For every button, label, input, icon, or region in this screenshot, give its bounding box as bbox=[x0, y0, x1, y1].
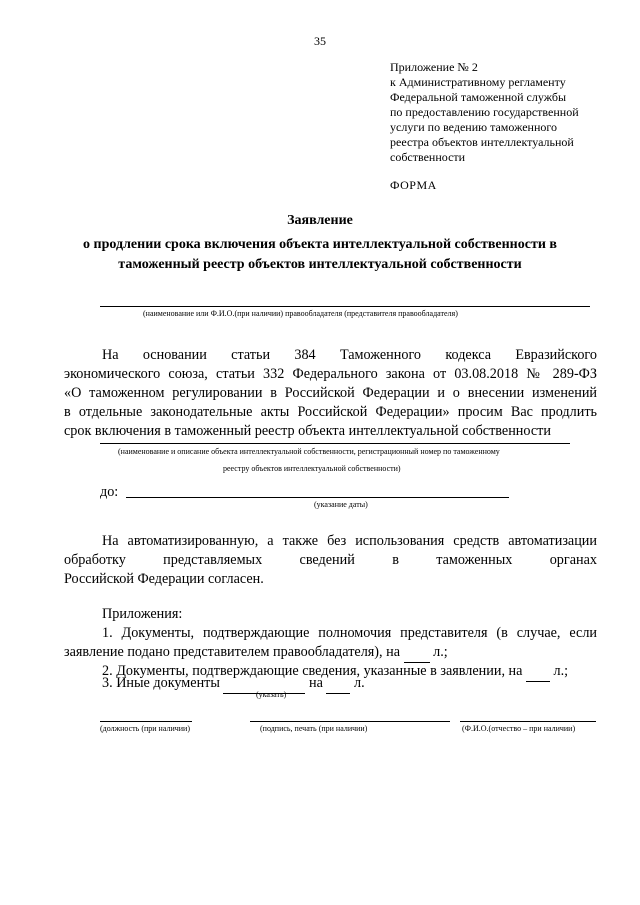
attachment-3-pages-unit: л. bbox=[354, 675, 365, 691]
annex-line: собственности bbox=[390, 150, 466, 164]
attachment-3-on: на bbox=[309, 675, 323, 691]
page-number: 35 bbox=[314, 34, 326, 48]
attachment-2-pages-blank[interactable] bbox=[526, 662, 550, 682]
signature-caption: (подпись, печать (при наличии) bbox=[260, 724, 368, 733]
attachment-2-text: 2. Документы, подтверждающие сведения, указанные в заявлении, на bbox=[102, 663, 523, 679]
document-subtitle bbox=[40, 235, 600, 275]
object-caption-2: реестру объектов интеллектуальной собственности) bbox=[223, 464, 401, 473]
subtitle-line-1: о продлении срока включения объекта интеллектуальной собственности в bbox=[83, 237, 557, 252]
attachment-1-line-2 bbox=[64, 643, 597, 663]
holder-caption: (наименование или Ф.И.О.(при наличии) правообладателя (представителя правообладателя) bbox=[143, 309, 458, 318]
paragraph-line: Российской Федерации согласен. bbox=[64, 571, 264, 587]
paragraph-line: На автоматизированную, а также без использования средств автоматизации bbox=[102, 533, 597, 549]
attachment-2-pages-unit: л.; bbox=[553, 663, 569, 679]
main-paragraph bbox=[64, 346, 597, 441]
attachment-1-pages-unit: л.; bbox=[433, 644, 448, 660]
paragraph-line: в отдельные законодательные акты Российской Федерации» просим Вас продлить bbox=[64, 404, 597, 420]
annex-line: по предоставлению государственной bbox=[390, 105, 579, 119]
paragraph-line: экономического союза, статьи 332 Федерального закона от 03.08.2018 № 289-ФЗ bbox=[64, 366, 597, 382]
annex-line: Федеральной таможенной службы bbox=[390, 90, 567, 104]
date-caption: (указание даты) bbox=[314, 500, 368, 509]
attachment-3 bbox=[102, 674, 365, 694]
fio-line[interactable] bbox=[460, 721, 596, 722]
object-description-line[interactable] bbox=[100, 443, 570, 444]
annex-line: к Административному регламенту bbox=[390, 75, 566, 89]
attachment-1-line-1: 1. Документы, подтверждающие полномочия представителя (в случае, если bbox=[102, 625, 597, 641]
document-title: Заявление bbox=[287, 213, 353, 228]
annex-line: Приложение № 2 bbox=[390, 60, 478, 74]
position-caption: (должность (при наличии) bbox=[100, 724, 190, 733]
attachment-1 bbox=[64, 624, 597, 663]
annex-line: реестра объектов интеллектуальной bbox=[390, 135, 574, 149]
subtitle-line-2: таможенный реестр объектов интеллектуальной собственности bbox=[118, 257, 522, 272]
attachment-1-text: заявление подано представителем правообладателя), на bbox=[64, 644, 401, 660]
form-label: ФОРМА bbox=[390, 178, 437, 192]
paragraph-line: обработку представляемых сведений в таможенных органах bbox=[64, 552, 597, 568]
signature-line[interactable] bbox=[250, 721, 450, 722]
fio-caption: (Ф.И.О.(отчество – при наличии) bbox=[462, 724, 576, 733]
paragraph-line: срок включения в таможенный реестр объекта интеллектуальной собственности bbox=[64, 423, 551, 439]
until-label: до: bbox=[100, 484, 119, 500]
attachment-3-text: 3. Иные документы bbox=[102, 675, 220, 691]
position-line[interactable] bbox=[100, 721, 192, 722]
annex-line: услуги по ведению таможенного bbox=[390, 120, 558, 134]
annex-block bbox=[390, 60, 620, 165]
paragraph-line: На основании статьи 384 Таможенного кодекса Евразийского bbox=[102, 347, 597, 363]
holder-name-line[interactable] bbox=[100, 306, 590, 307]
object-caption-1: (наименование и описание объекта интеллектуальной собственности, регистрационный номер по таможенному bbox=[118, 447, 500, 456]
attachment-1-pages-blank[interactable] bbox=[404, 643, 430, 663]
specify-caption: (указать) bbox=[256, 690, 287, 699]
attachment-3-pages-blank[interactable] bbox=[326, 674, 350, 694]
paragraph-line: «О таможенном регулировании в Российской Федерации и о внесении изменений bbox=[64, 385, 597, 401]
consent-paragraph bbox=[64, 532, 597, 589]
attachments-label: Приложения: bbox=[102, 606, 183, 622]
date-line[interactable] bbox=[126, 497, 509, 498]
